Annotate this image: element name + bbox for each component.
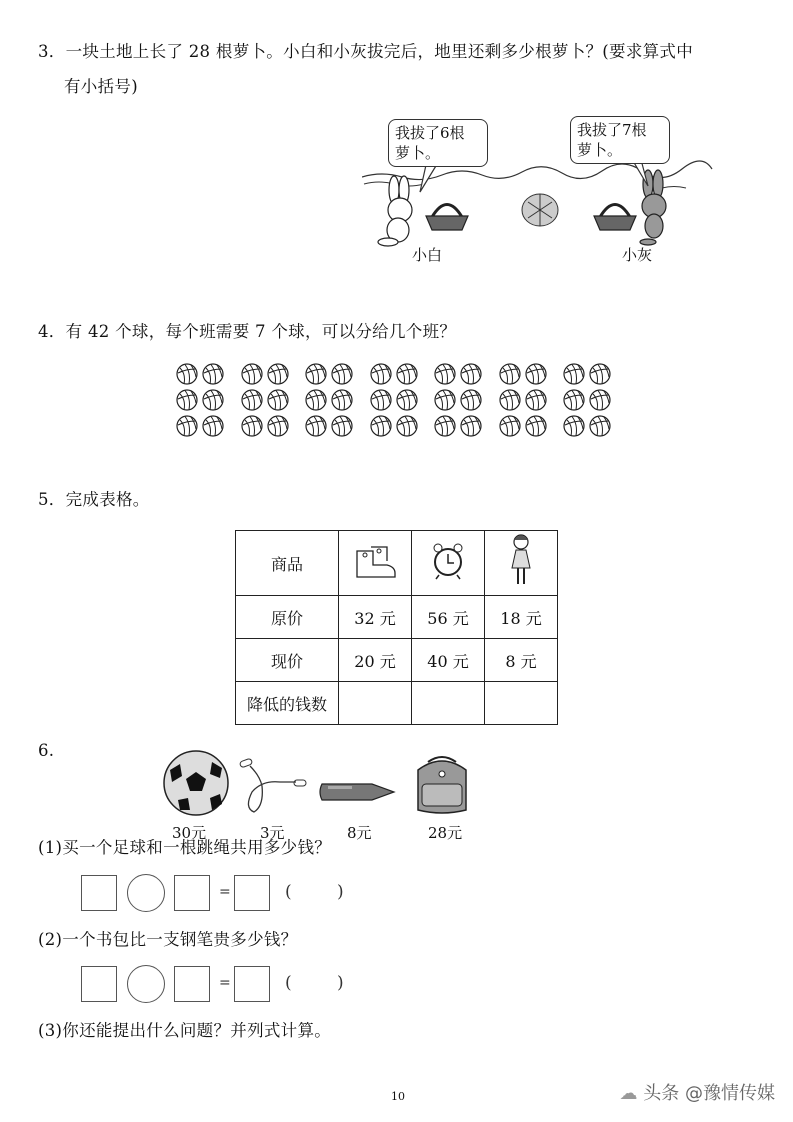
wechat-icon: ☁ bbox=[619, 1083, 638, 1104]
ball-icon bbox=[499, 415, 521, 437]
name-xiaobai: 小白 bbox=[412, 246, 443, 264]
shoes-cell bbox=[339, 531, 412, 596]
answer-box-operand2[interactable] bbox=[174, 966, 210, 1002]
ball-icon bbox=[563, 389, 585, 411]
ball-icon bbox=[305, 389, 327, 411]
cell: 56 元 bbox=[412, 596, 485, 639]
speech-bubble-left bbox=[388, 119, 488, 167]
price-backpack: 28元 bbox=[428, 824, 463, 842]
bubble-left-line2: 萝卜。 bbox=[395, 144, 441, 162]
cell: 32 元 bbox=[339, 596, 412, 639]
ball-icon bbox=[202, 389, 224, 411]
answer-box-result[interactable] bbox=[234, 875, 270, 911]
q3-line1: 一块土地上长了 28 根萝卜。小白和小灰拔完后，地里还剩多少根萝卜？(要求算式中 bbox=[65, 42, 694, 61]
ball-icon bbox=[589, 363, 611, 385]
jump-rope-icon bbox=[236, 758, 312, 818]
ball-icon bbox=[434, 363, 456, 385]
watermark bbox=[620, 1079, 775, 1105]
alarm-clock-icon bbox=[431, 542, 465, 580]
bubble-right-line2: 萝卜。 bbox=[577, 141, 623, 159]
doll-cell bbox=[485, 531, 558, 596]
ball-icon bbox=[525, 389, 547, 411]
watermark-text: 头条 @豫情传媒 bbox=[643, 1083, 775, 1104]
q5-number: 5． bbox=[38, 490, 66, 509]
ball-icon bbox=[241, 415, 263, 437]
name-xiaohui: 小灰 bbox=[622, 246, 653, 264]
answer-cell[interactable] bbox=[412, 682, 485, 725]
carrot-bundle-icon bbox=[522, 194, 558, 226]
equals-sign: = bbox=[219, 975, 231, 991]
q4-question: 有 42 个球，每个班需要 7 个球，可以分给几个班？ bbox=[65, 322, 457, 341]
price-jump-rope: 3元 bbox=[260, 824, 285, 842]
ball-icon bbox=[176, 363, 198, 385]
bunny-gray-icon bbox=[640, 170, 666, 245]
unit-paren-close: ) bbox=[337, 973, 344, 993]
soccer-ball-icon bbox=[160, 748, 232, 818]
ball-icon bbox=[370, 389, 392, 411]
ball-icon bbox=[241, 363, 263, 385]
table-row-header bbox=[236, 531, 558, 596]
header-cell: 商品 bbox=[236, 531, 339, 596]
q3-text-line2: 有小括号) bbox=[64, 77, 138, 96]
ball-icon bbox=[460, 389, 482, 411]
ball-icon bbox=[589, 415, 611, 437]
ball-icon bbox=[434, 415, 456, 437]
ball-icon bbox=[525, 363, 547, 385]
cell: 20 元 bbox=[339, 639, 412, 682]
unit-paren-close: ) bbox=[337, 882, 344, 902]
answer-box-operand1[interactable] bbox=[81, 875, 117, 911]
ball-icon bbox=[460, 415, 482, 437]
cell: 40 元 bbox=[412, 639, 485, 682]
price-pen: 8元 bbox=[347, 824, 372, 842]
ball-icon bbox=[499, 363, 521, 385]
q4-text bbox=[38, 322, 456, 342]
price-table bbox=[235, 530, 558, 725]
q5-text bbox=[38, 490, 150, 510]
q5-question: 完成表格。 bbox=[65, 490, 150, 509]
ball-icon bbox=[499, 389, 521, 411]
unit-answer-blank[interactable] bbox=[296, 971, 336, 995]
speech-bubble-right bbox=[570, 116, 670, 164]
q3-illustration bbox=[362, 112, 714, 272]
backpack-icon bbox=[404, 752, 480, 818]
ball-icon bbox=[267, 363, 289, 385]
answer-cell[interactable] bbox=[339, 682, 412, 725]
ball-icon bbox=[370, 415, 392, 437]
bubble-right-line1: 我拔了7根 bbox=[577, 121, 647, 139]
answer-box-operand1[interactable] bbox=[81, 966, 117, 1002]
doll-icon bbox=[508, 533, 534, 589]
ball-icon bbox=[267, 389, 289, 411]
ball-icon bbox=[241, 389, 263, 411]
answer-cell[interactable] bbox=[485, 682, 558, 725]
row-label-reduction: 降低的钱数 bbox=[236, 682, 339, 725]
table-row bbox=[236, 596, 558, 639]
table-row bbox=[236, 639, 558, 682]
ball-icon bbox=[305, 415, 327, 437]
price-soccer-ball: 30元 bbox=[172, 824, 207, 842]
row-label-original-price: 原价 bbox=[236, 596, 339, 639]
table-row bbox=[236, 682, 558, 725]
q3-number: 3． bbox=[38, 42, 66, 61]
basket-icon bbox=[594, 205, 636, 231]
q6-sub3: (3)你还能提出什么问题？并列式计算。 bbox=[38, 1021, 332, 1040]
q6-sub2: (2)一个书包比一支钢笔贵多少钱？ bbox=[38, 930, 298, 949]
ball-icon bbox=[176, 415, 198, 437]
ball-icon bbox=[202, 363, 224, 385]
ball-icon bbox=[563, 363, 585, 385]
ball-icon bbox=[563, 415, 585, 437]
answer-circle-operator[interactable] bbox=[127, 965, 165, 1003]
q3-text-line1 bbox=[38, 42, 693, 62]
unit-paren-open: ( bbox=[285, 882, 292, 902]
bubble-left-line1: 我拔了6根 bbox=[395, 124, 465, 142]
ball-icon bbox=[434, 389, 456, 411]
ball-icon bbox=[202, 415, 224, 437]
q6-number: 6. bbox=[38, 741, 55, 760]
ball-icon bbox=[396, 415, 418, 437]
unit-paren-open: ( bbox=[285, 973, 292, 993]
ball-icon bbox=[331, 363, 353, 385]
basket-icon bbox=[426, 205, 468, 231]
clock-cell bbox=[412, 531, 485, 596]
ball-icon bbox=[589, 389, 611, 411]
cell: 18 元 bbox=[485, 596, 558, 639]
pen-icon bbox=[318, 778, 400, 804]
ball-icon bbox=[176, 389, 198, 411]
shoes-icon bbox=[353, 543, 397, 579]
row-label-current-price: 现价 bbox=[236, 639, 339, 682]
ball-icon bbox=[331, 415, 353, 437]
ball-icon bbox=[396, 363, 418, 385]
answer-box-operand2[interactable] bbox=[174, 875, 210, 911]
bunny-white-icon bbox=[378, 176, 412, 246]
ball-icon bbox=[267, 415, 289, 437]
equals-sign: = bbox=[219, 884, 231, 900]
answer-box-result[interactable] bbox=[234, 966, 270, 1002]
ball-icon bbox=[331, 389, 353, 411]
answer-circle-operator[interactable] bbox=[127, 874, 165, 912]
page-number: 10 bbox=[391, 1090, 405, 1103]
ball-icon bbox=[396, 389, 418, 411]
q4-number: 4． bbox=[38, 322, 66, 341]
unit-answer-blank[interactable] bbox=[296, 880, 336, 904]
ball-icon bbox=[525, 415, 547, 437]
q6-sub1: (1)买一个足球和一根跳绳共用多少钱？ bbox=[38, 838, 332, 857]
cell: 8 元 bbox=[485, 639, 558, 682]
ball-icon bbox=[305, 363, 327, 385]
ball-icon bbox=[370, 363, 392, 385]
ball-icon bbox=[460, 363, 482, 385]
